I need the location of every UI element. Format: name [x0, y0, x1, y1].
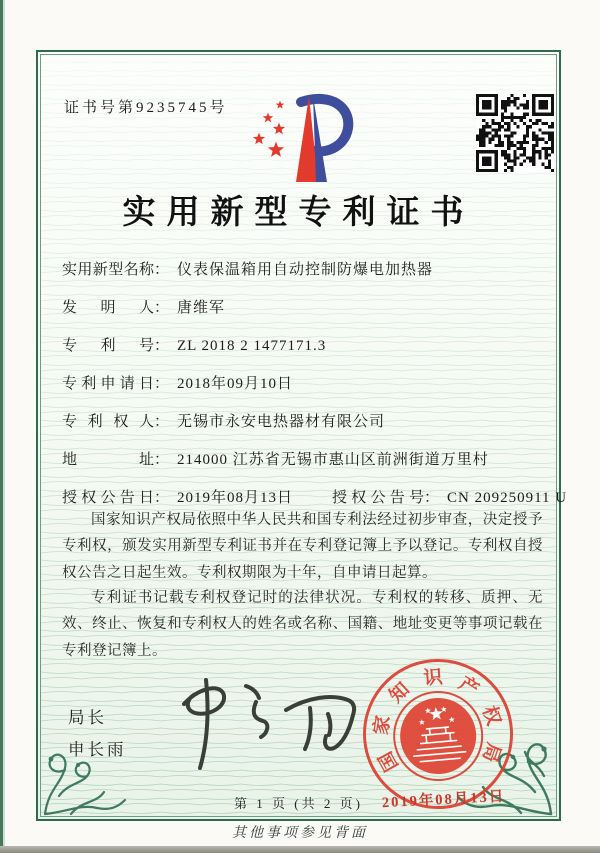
field-value: 2018年09月10日	[177, 376, 294, 392]
legal-paragraph-1: 国家知识产权局依照中华人民共和国专利法经过初步审查，决定授予专利权，颁发实用新型专利证书并在专利登记簿上予以登记。专利权自授权公告之日起生效。专利权期限为十年，自申请日起算。	[62, 512, 543, 581]
field-row: 专利号： ZL 2018 2 1477171.3	[62, 334, 542, 355]
grant-no-value: CN 209250911 U	[447, 490, 568, 506]
field-value: 仪表保温箱用自动控制防爆电加热器	[177, 262, 434, 278]
official-seal: 国 家 知 识 产 权 局	[350, 646, 526, 822]
field-row: 发明人： 唐维军	[62, 296, 542, 317]
photo-bottom-edge	[0, 846, 600, 853]
certificate-number: 证书号第9235745号	[64, 100, 228, 116]
field-row: 专利权人： 无锡市永安电热器材有限公司	[62, 410, 542, 431]
field-value: 无锡市永安电热器材有限公司	[177, 414, 386, 430]
signature-shen-changyu	[150, 672, 370, 777]
grant-no-pair: 授权公告号： CN 209250911 U	[332, 486, 567, 507]
field-row: 地址： 214000 江苏省无锡市惠山区前洲街道万里村	[62, 448, 542, 469]
national-emblem-icon	[382, 680, 495, 793]
grant-date-label: 授权公告日	[62, 490, 154, 506]
grant-row	[62, 486, 568, 507]
certificate-frame	[36, 50, 568, 821]
field-label: 发明人	[62, 300, 154, 316]
cnipa-logo-icon	[246, 88, 378, 186]
certificate-title: 实用新型专利证书	[122, 195, 475, 231]
grant-no-label: 授权公告号	[332, 490, 424, 506]
field-row: 实用新型名称： 仪表保温箱用自动控制防爆电加热器	[62, 258, 542, 279]
signer-title: 局长	[68, 708, 107, 727]
page-number: 第 1 页 (共 2 页)	[234, 796, 363, 811]
field-label: 实用新型名称	[62, 262, 154, 278]
qr-code	[476, 94, 554, 172]
field-row: 专利申请日： 2018年09月10日	[62, 372, 542, 393]
field-value: 唐维军	[177, 300, 226, 316]
field-label: 专利权人	[62, 414, 154, 430]
grant-date-pair: 授权公告日： 2019年08月13日	[62, 490, 293, 506]
field-label: 专利号	[62, 338, 154, 354]
field-value: ZL 2018 2 1477171.3	[177, 338, 327, 354]
back-note: 其他事项参见背面	[232, 826, 368, 841]
field-label: 专利申请日	[62, 376, 154, 392]
booklet-edge-highlight	[3, 0, 5, 853]
seal-date: 2019年08月13日	[381, 788, 506, 812]
legal-paragraph-2: 专利证书记载专利权登记时的法律状况。专利权的转移、质押、无效、终止、恢复和专利权人的姓名或名称、国籍、地址变更等事项记载在专利登记簿上。	[62, 590, 543, 659]
grant-date-value: 2019年08月13日	[177, 490, 294, 506]
signer-name: 申长雨	[68, 740, 127, 759]
field-value: 214000 江苏省无锡市惠山区前洲街道万里村	[177, 452, 489, 468]
field-label: 地址	[62, 452, 154, 468]
